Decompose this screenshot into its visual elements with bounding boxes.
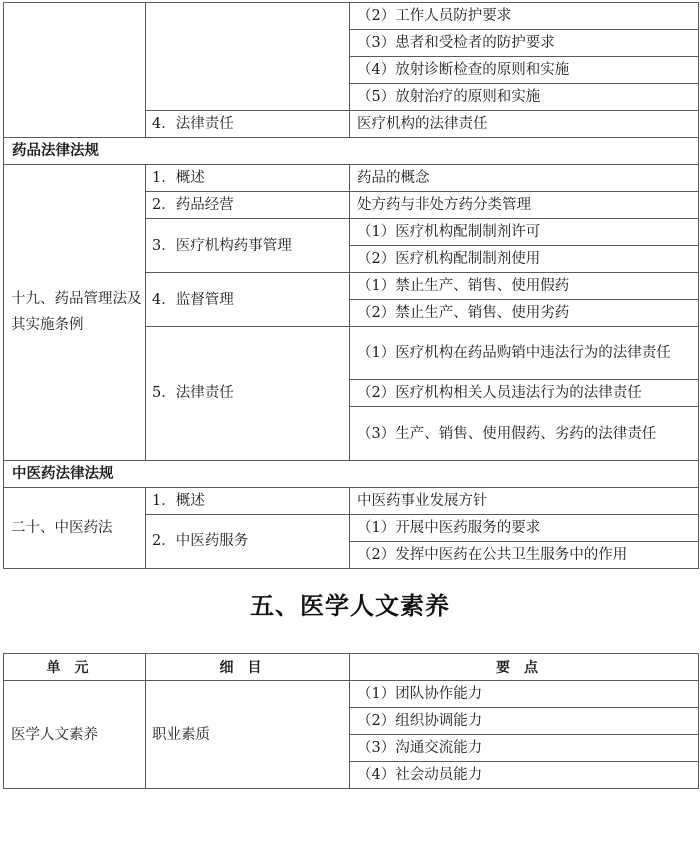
point-cell: （2）发挥中医药在公共卫生服务中的作用 — [350, 541, 699, 568]
point-cell: （1）医疗机构在药品购销中违法行为的法律责任 — [350, 327, 699, 380]
point-cell: （2）医疗机构相关人员违法行为的法律责任 — [350, 380, 699, 407]
subitem-cell: 1．概述 — [146, 165, 350, 192]
subitem-cell-empty — [146, 3, 350, 111]
point-cell: （4）社会动员能力 — [350, 762, 699, 789]
header-row — [4, 654, 699, 681]
section-title: 中医药法律法规 — [4, 460, 699, 487]
point-cell: （1）开展中医药服务的要求 — [350, 514, 699, 541]
point-cell: （2）工作人员防护要求 — [350, 3, 699, 30]
point-cell: 处方药与非处方药分类管理 — [350, 192, 699, 219]
header-unit: 单元 — [4, 654, 146, 681]
unit-cell: 十九、药品管理法及其实施条例 — [4, 165, 146, 461]
section-title: 药品法律法规 — [4, 138, 699, 165]
subitem-cell: 2．中医药服务 — [146, 514, 350, 568]
section-heading: 五、医学人文素养 — [250, 592, 450, 620]
point-cell: （2）禁止生产、销售、使用劣药 — [350, 300, 699, 327]
subitem-cell: 3．医疗机构药事管理 — [146, 219, 350, 273]
point-cell: （3）患者和受检者的防护要求 — [350, 30, 699, 57]
point-cell: （1）医疗机构配制制剂许可 — [350, 219, 699, 246]
point-cell: （2）医疗机构配制制剂使用 — [350, 246, 699, 273]
section-row-tcm-law — [4, 460, 699, 487]
section-row-drug-law — [4, 138, 699, 165]
point-cell: （1）团队协作能力 — [350, 681, 699, 708]
unit-cell-empty — [4, 3, 146, 138]
subitem-cell: 4．法律责任 — [146, 111, 350, 138]
table-row — [4, 487, 699, 514]
header-points: 要点 — [350, 654, 699, 681]
subitem-cell: 5．法律责任 — [146, 327, 350, 461]
humanities-syllabus-table — [3, 653, 699, 789]
table-row — [4, 681, 699, 708]
table-row — [4, 165, 699, 192]
point-cell: （3）生产、销售、使用假药、劣药的法律责任 — [350, 407, 699, 460]
subitem-cell: 2．药品经营 — [146, 192, 350, 219]
unit-cell: 二十、中医药法 — [4, 487, 146, 568]
subitem-cell: 1．概述 — [146, 487, 350, 514]
subitem-cell: 4．监督管理 — [146, 273, 350, 327]
point-cell: （5）放射治疗的原则和实施 — [350, 84, 699, 111]
point-cell: （2）组织协调能力 — [350, 708, 699, 735]
subitem-cell: 职业素质 — [146, 681, 350, 789]
point-cell: （4）放射诊断检查的原则和实施 — [350, 57, 699, 84]
point-cell: （1）禁止生产、销售、使用假药 — [350, 273, 699, 300]
point-cell: 中医药事业发展方针 — [350, 487, 699, 514]
syllabus-table-continued — [3, 2, 699, 569]
point-cell: 医疗机构的法律责任 — [350, 111, 699, 138]
header-subitem: 细目 — [146, 654, 350, 681]
table-row — [4, 3, 699, 30]
point-cell: （3）沟通交流能力 — [350, 735, 699, 762]
unit-cell: 医学人文素养 — [4, 681, 146, 789]
point-cell: 药品的概念 — [350, 165, 699, 192]
